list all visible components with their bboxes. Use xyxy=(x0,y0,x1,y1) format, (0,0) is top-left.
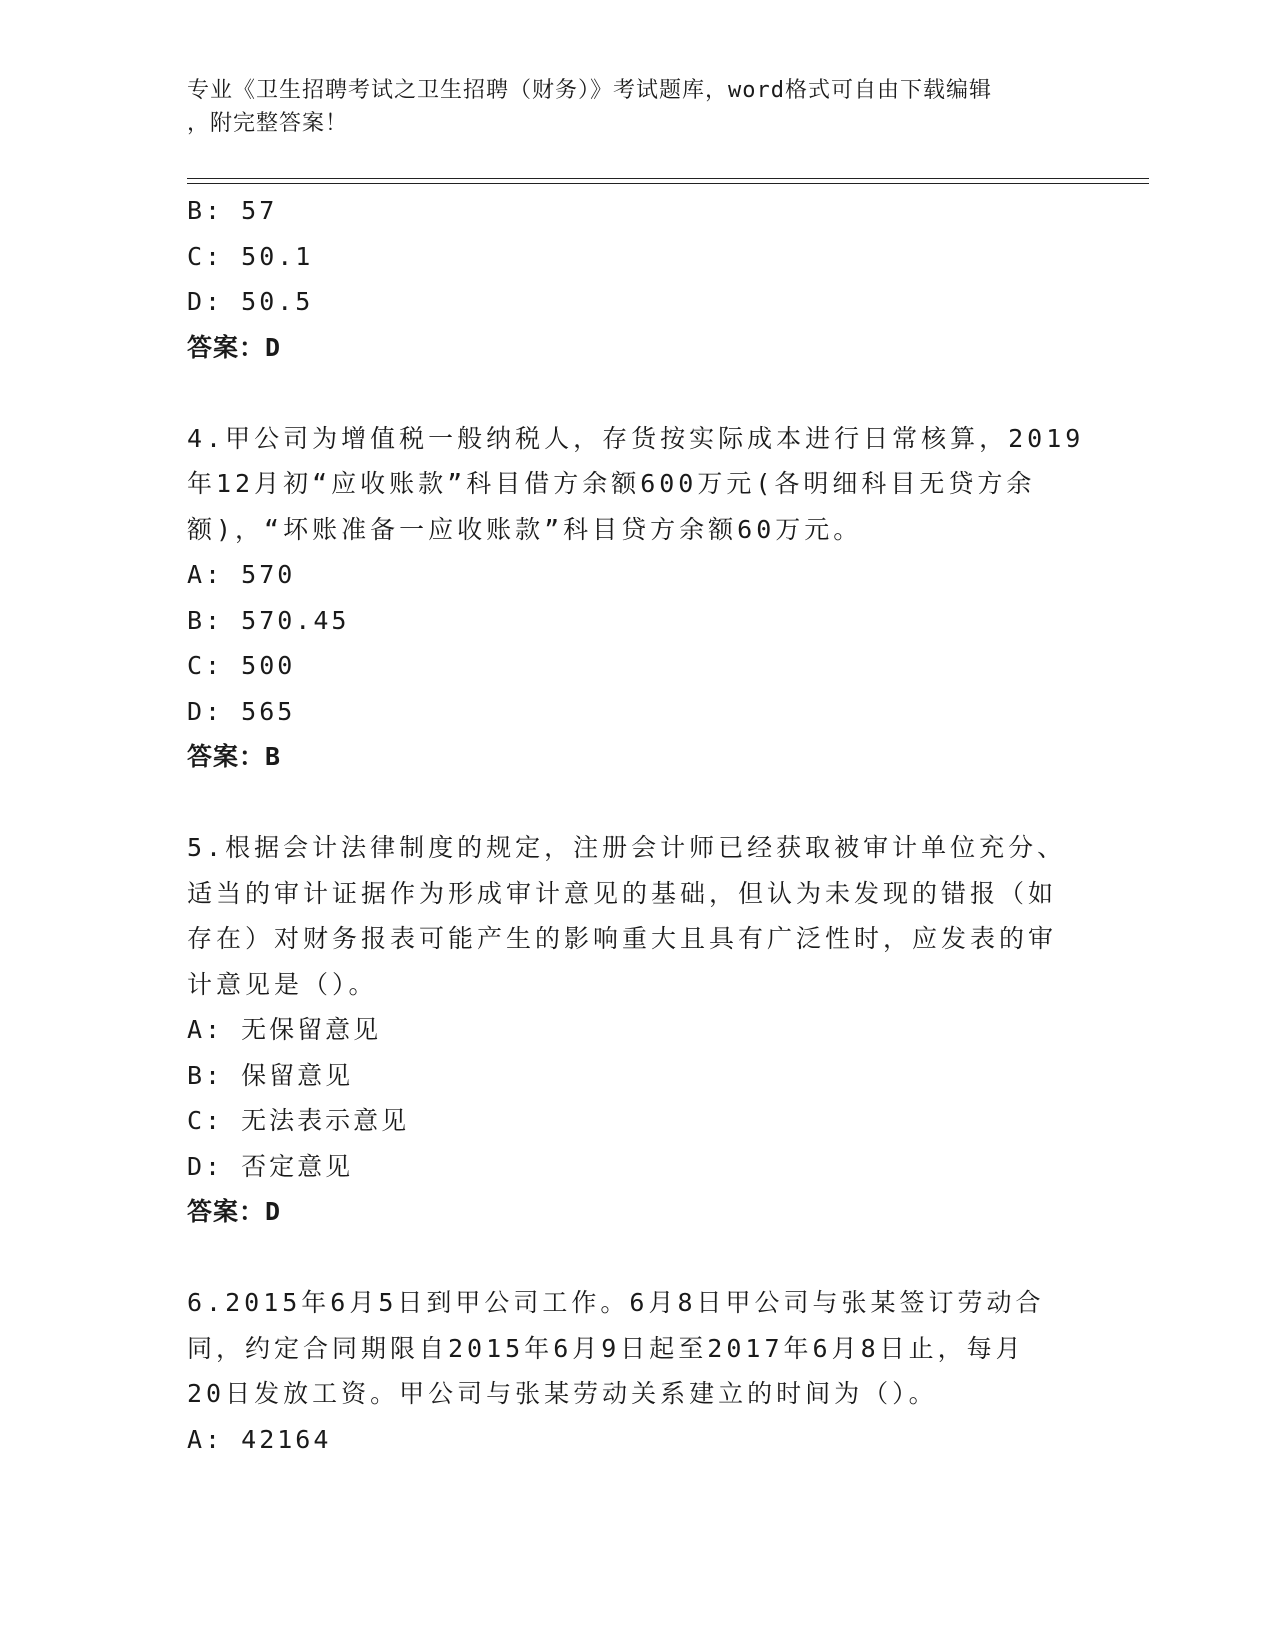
header-rule-top xyxy=(187,178,1149,179)
option-c: C: 500 xyxy=(187,651,296,680)
stem-line: 存在）对财务报表可能产生的影响重大且具有广泛性时，应发表的审 xyxy=(187,924,1058,953)
question-stem xyxy=(187,825,1067,1007)
header-line-2: ，附完整答案！ xyxy=(187,111,349,136)
document-header xyxy=(187,74,1067,140)
answer-line: 答案：B xyxy=(187,742,282,771)
question-stem xyxy=(187,416,1085,553)
option-c: C: 50.1 xyxy=(187,241,314,271)
option-b: B: 57 xyxy=(187,196,278,225)
stem-line: 年12月初“应收账款”科目借方余额600万元(各明细科目无贷方余 xyxy=(187,469,1036,498)
answer-line: 答案：D xyxy=(187,1197,282,1226)
option-d: D: 否定意见 xyxy=(187,1151,354,1181)
question-5 xyxy=(187,825,1067,1235)
header-rule-bottom xyxy=(187,183,1149,184)
stem-line: 同，约定合同期限自2015年6月9日起至2017年6月8日止，每月 xyxy=(187,1333,1025,1363)
stem-line: 计意见是（）。 xyxy=(187,969,378,999)
stem-line: 额)，“坏账准备一应收账款”科目贷方余额60万元。 xyxy=(187,514,863,544)
question-list xyxy=(187,188,1085,1462)
header-line-1: 专业《卫生招聘考试之卫生招聘（财务）》考试题库，word格式可自由下载编辑 xyxy=(187,78,992,103)
question-stem xyxy=(187,1280,1067,1417)
question-4 xyxy=(187,416,1085,780)
stem-line: 适当的审计证据作为形成审计意见的基础，但认为未发现的错报（如 xyxy=(187,878,1058,908)
option-a: A: 无保留意见 xyxy=(187,1015,382,1044)
spacer xyxy=(187,370,1067,416)
stem-line: 20日发放工资。甲公司与张某劳动关系建立的时间为（）。 xyxy=(187,1379,938,1408)
option-a: A: 570 xyxy=(187,560,296,589)
question-6 xyxy=(187,1280,1067,1462)
option-c: C: 无法表示意见 xyxy=(187,1106,410,1135)
option-d: D: 50.5 xyxy=(187,287,314,316)
stem-line: 5.根据会计法律制度的规定，注册会计师已经获取被审计单位充分、 xyxy=(187,833,1067,862)
answer-line: 答案：D xyxy=(187,332,282,362)
option-a: A: 42164 xyxy=(187,1424,332,1454)
question-3 xyxy=(187,188,1067,370)
option-b: B: 保留意见 xyxy=(187,1060,354,1090)
spacer xyxy=(187,1235,1067,1281)
option-b: B: 570.45 xyxy=(187,605,350,635)
option-d: D: 565 xyxy=(187,696,296,726)
stem-line: 6.2015年6月5日到甲公司工作。6月8日甲公司与张某签订劳动合 xyxy=(187,1288,1045,1317)
stem-line: 4.甲公司为增值税一般纳税人，存货按实际成本进行日常核算，2019 xyxy=(187,423,1085,453)
spacer xyxy=(187,780,1067,826)
